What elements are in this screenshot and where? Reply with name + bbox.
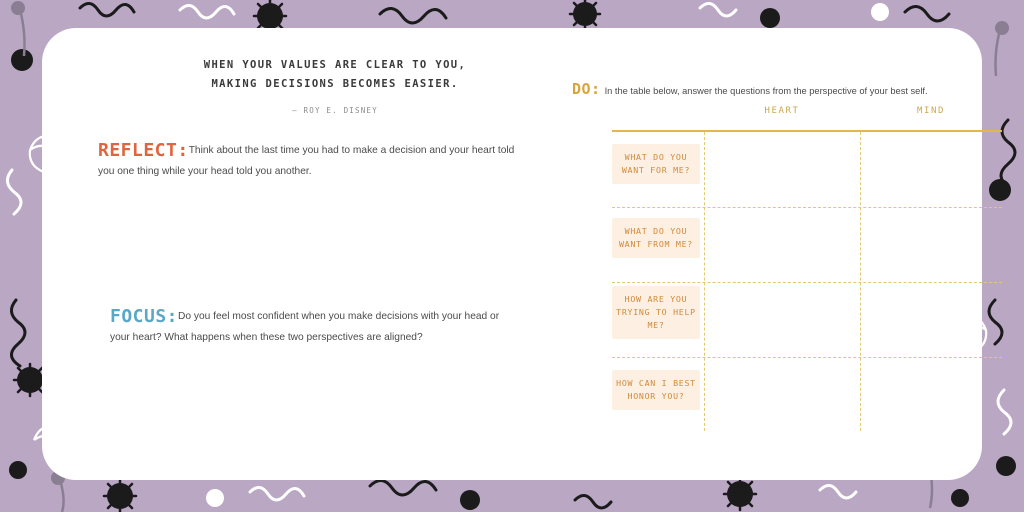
worksheet-card <box>42 28 982 480</box>
row-label-1: WHAT DO YOU WANT FOR ME? <box>612 144 700 184</box>
column-header-heart: HEART <box>764 106 800 116</box>
do-header <box>572 80 972 99</box>
quote-author: — ROY E. DISNEY <box>292 106 378 115</box>
cell-mind-1[interactable] <box>862 134 1000 206</box>
cell-mind-3[interactable] <box>862 284 1000 356</box>
focus-text: Do you feel most confident when you make decisions with your head or your heart? What happens when these two perspectives are aligned? <box>110 311 500 343</box>
cell-mind-2[interactable] <box>862 209 1000 281</box>
do-label: DO: <box>572 80 601 98</box>
focus-label: FOCUS: <box>110 306 179 327</box>
cell-heart-2[interactable] <box>706 209 858 281</box>
cell-heart-4[interactable] <box>706 359 858 429</box>
right-column <box>560 28 980 480</box>
quote-line-2: MAKING DECISIONS BECOMES EASIER. <box>211 78 459 90</box>
do-table <box>612 106 1002 431</box>
reflect-label: REFLECT: <box>98 140 189 161</box>
quote-text <box>170 56 500 94</box>
focus-prompt <box>110 306 520 346</box>
cell-heart-1[interactable] <box>706 134 858 206</box>
column-header-mind: MIND <box>916 106 946 116</box>
table-row-rule-2 <box>612 282 1002 283</box>
cell-heart-3[interactable] <box>706 284 858 356</box>
table-row-rule-3 <box>612 357 1002 358</box>
left-column <box>60 28 540 480</box>
reflect-text: Think about the last time you had to make a decision and your heart told you one thing while your head told you another. <box>98 145 515 177</box>
row-label-4: HOW CAN I BEST HONOR YOU? <box>612 370 700 410</box>
do-instruction: In the table below, answer the questions from the perspective of your best self. <box>604 86 928 96</box>
quote-line-1: WHEN YOUR VALUES ARE CLEAR TO YOU, <box>203 59 467 71</box>
cell-mind-4[interactable] <box>862 359 1000 429</box>
row-label-3: HOW ARE YOU TRYING TO HELP ME? <box>612 286 700 339</box>
table-row-rule-1 <box>612 207 1002 208</box>
table-header-rule <box>612 130 1002 132</box>
row-label-2: WHAT DO YOU WANT FROM ME? <box>612 218 700 258</box>
reflect-prompt <box>98 140 518 180</box>
